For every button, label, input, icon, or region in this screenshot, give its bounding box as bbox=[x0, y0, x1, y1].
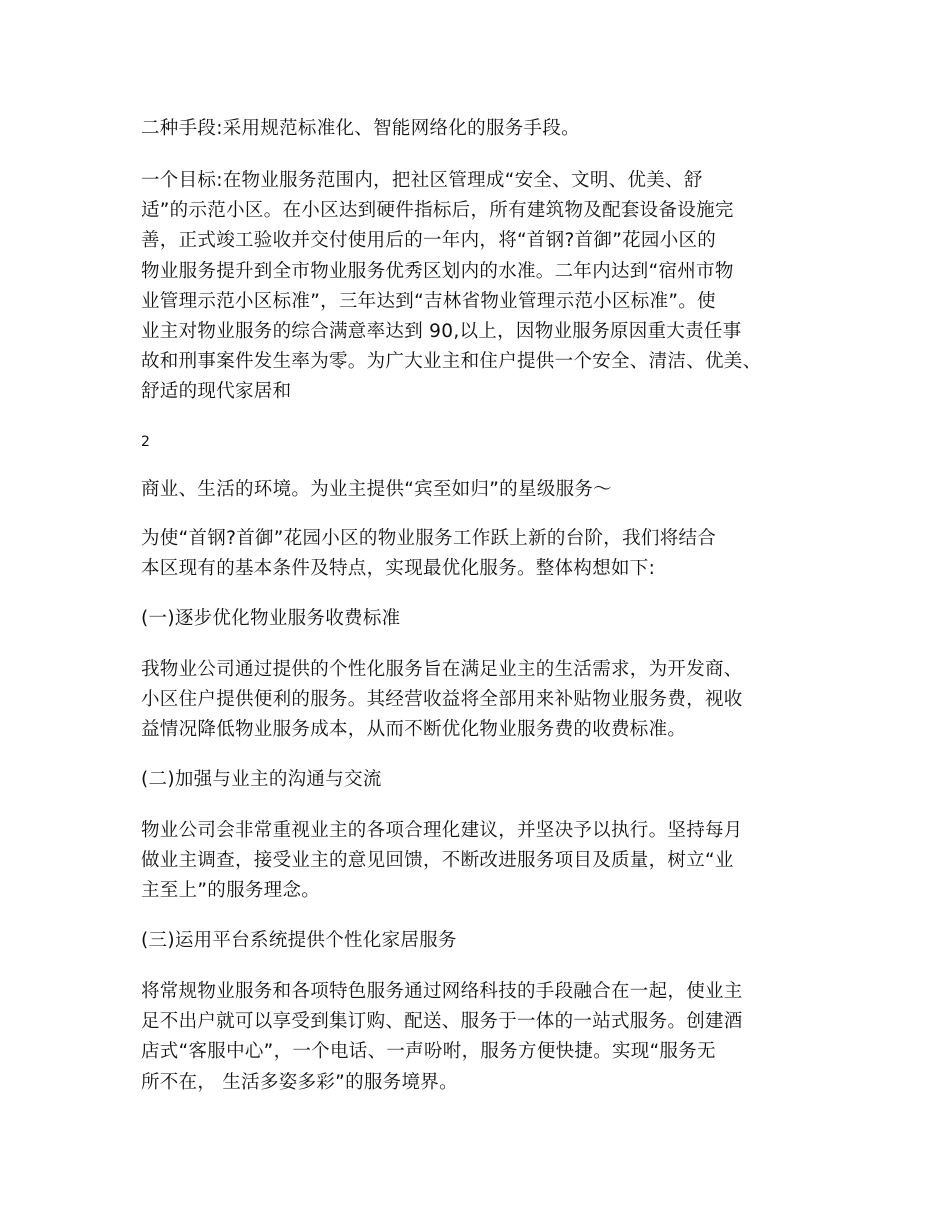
text-line: 业主对物业服务的综合满意率达到 90,以上，因物业服务原因重大责任事 bbox=[141, 321, 742, 343]
heading-section-2 bbox=[141, 765, 831, 795]
paragraph-section-3 bbox=[141, 977, 831, 1098]
text-line: 店式“客服中心”，一个电话、一声吩咐，服务方便快捷。实现“服务无 bbox=[141, 1041, 716, 1063]
text-line: 舒适的现代家居和 bbox=[141, 381, 292, 403]
text-line: 将常规物业服务和各项特色服务通过网络科技的手段融合在一起，使业主 bbox=[141, 981, 743, 1002]
heading-text: (一)逐步优化物业服务收费标准 bbox=[141, 608, 401, 629]
text-line: 所不在， 生活多姿多彩”的服务境界。 bbox=[141, 1071, 458, 1093]
paragraph-goal bbox=[141, 166, 831, 408]
paragraph-section-2 bbox=[141, 816, 831, 907]
text-line: 主至上”的服务理念。 bbox=[141, 880, 321, 902]
text-line: 二种手段:采用规范标准化、智能网络化的服务手段。 bbox=[141, 118, 580, 139]
heading-text: (二)加强与业主的沟通与交流 bbox=[141, 769, 382, 790]
heading-text: (三)运用平台系统提供个性化家居服务 bbox=[141, 930, 457, 951]
text-line: 益情况降低物业服务成本，从而不断优化物业服务费的收费标准。 bbox=[141, 719, 687, 741]
text-line: 物业公司会非常重视业主的各项合理化建议，并坚决予以执行。坚持每月 bbox=[141, 820, 743, 841]
page-number bbox=[141, 432, 831, 452]
text-line: 本区现有的基本条件及特点，实现最优化服务。整体构想如下: bbox=[141, 558, 656, 580]
text-line: 业管理示范小区标准”，三年达到“吉林省物业管理示范小区标准”。使 bbox=[141, 290, 716, 312]
text-line: 为使“首钢?首御”花园小区的物业服务工作跃上新的台阶，我们将结合 bbox=[141, 528, 717, 549]
page-number-text: 2 bbox=[141, 434, 151, 450]
text-line: 我物业公司通过提供的个性化服务旨在满足业主的生活需求，为开发商、 bbox=[141, 659, 743, 680]
heading-section-1 bbox=[141, 604, 831, 634]
paragraph-section-1 bbox=[141, 655, 831, 746]
paragraph-means bbox=[141, 114, 831, 144]
text-line: 小区住户提供便利的服务。其经营收益将全部用来补贴物业服务费，视收 bbox=[141, 689, 743, 711]
text-line: 故和刑事案件发生率为零。为广大业主和住户提供一个安全、清洁、优美、 bbox=[141, 351, 762, 373]
text-line: 做业主调查，接受业主的意见回馈，不断改进服务项目及质量，树立“业 bbox=[141, 850, 734, 872]
text-line: 足不出户就可以享受到集订购、配送、服务于一体的一站式服务。创建酒 bbox=[141, 1011, 743, 1033]
text-line: 商业、生活的环境。为业主提供“宾至如归”的星级服务～ bbox=[141, 479, 612, 500]
text-line: 一个目标:在物业服务范围内，把社区管理成“安全、文明、优美、舒 bbox=[141, 170, 703, 191]
heading-section-3 bbox=[141, 926, 831, 956]
text-line: 物业服务提升到全市物业服务优秀区划内的水准。二年内达到“宿州市物 bbox=[141, 260, 734, 282]
text-line: 适”的示范小区。在小区达到硬件指标后，所有建筑物及配套设备设施完 bbox=[141, 200, 734, 222]
paragraph-environment bbox=[141, 475, 831, 505]
paragraph-overall-plan bbox=[141, 524, 831, 584]
text-line: 善，正式竣工验收并交付使用后的一年内，将“首钢?首御”花园小区的 bbox=[141, 230, 717, 252]
